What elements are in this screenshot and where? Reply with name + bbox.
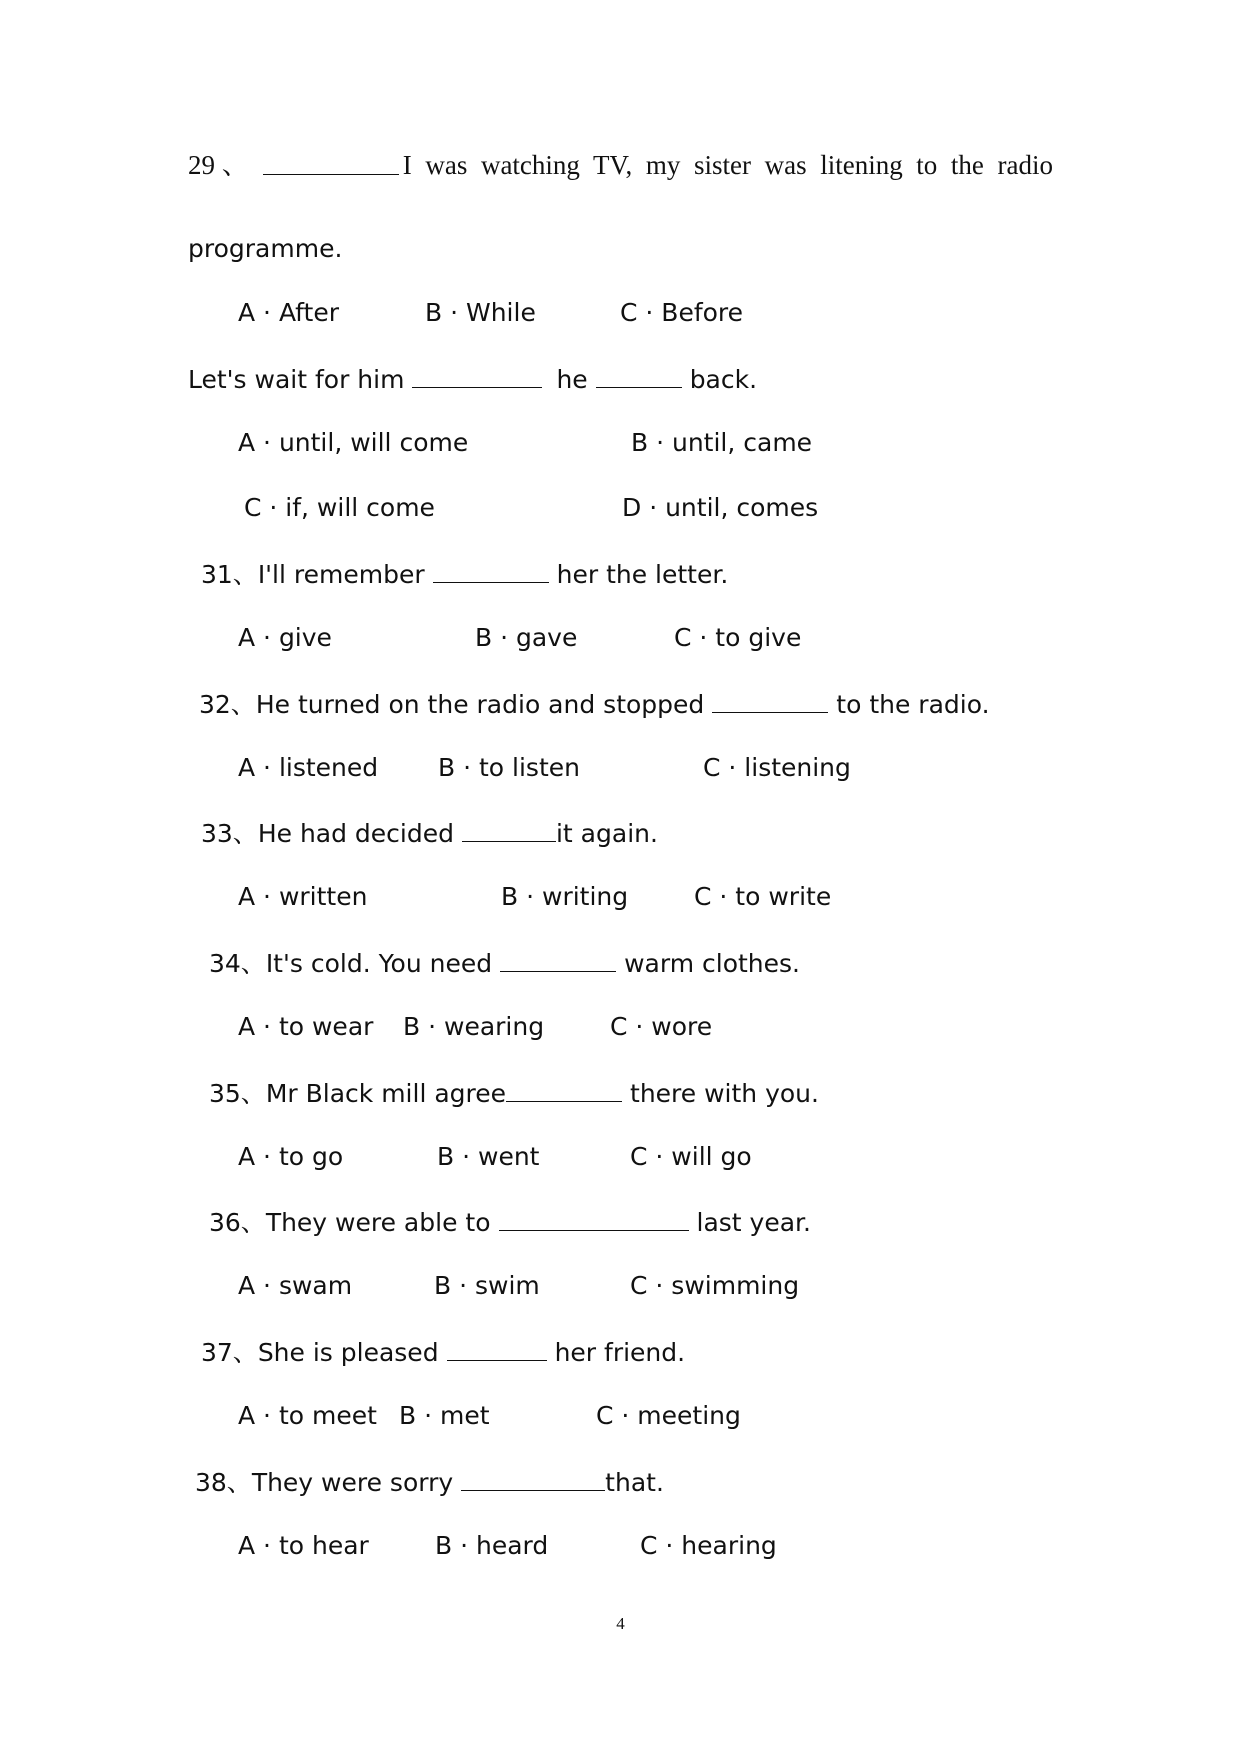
question-text: to the radio. bbox=[836, 690, 990, 719]
answer-blank bbox=[500, 945, 616, 972]
option-c: C · if, will come bbox=[244, 493, 435, 522]
question-30 bbox=[188, 361, 757, 397]
option-b: B · until, came bbox=[631, 428, 813, 457]
option-a: A · written bbox=[238, 882, 368, 911]
option-b: B · met bbox=[399, 1401, 490, 1430]
option-a: A · until, will come bbox=[238, 428, 469, 457]
option-c: C · listening bbox=[703, 753, 851, 782]
question-number: 32、 bbox=[199, 690, 256, 719]
option-a: A · to hear bbox=[238, 1531, 369, 1560]
question-number: 33、 bbox=[201, 819, 258, 848]
answer-blank bbox=[447, 1334, 547, 1361]
question-text: Let's wait for him bbox=[188, 365, 405, 394]
option-a: A · to wear bbox=[238, 1012, 374, 1041]
question-text: They were sorry bbox=[251, 1468, 454, 1497]
option-a: A · swam bbox=[238, 1271, 353, 1300]
question-text: her the letter. bbox=[556, 560, 729, 589]
question-text: Mr Black mill agree bbox=[265, 1079, 507, 1108]
question-36 bbox=[209, 1204, 811, 1240]
question-text: it again. bbox=[555, 819, 658, 848]
option-a: A · After bbox=[238, 298, 339, 327]
question-38 bbox=[195, 1464, 664, 1500]
question-29 bbox=[188, 148, 1053, 182]
option-c: C · will go bbox=[630, 1142, 752, 1171]
option-c: C · wore bbox=[610, 1012, 713, 1041]
question-text: there with you. bbox=[630, 1079, 819, 1108]
option-b: B · swim bbox=[434, 1271, 540, 1300]
option-c: C · meeting bbox=[596, 1401, 741, 1430]
question-text: They were able to bbox=[265, 1208, 491, 1237]
question-number: 34、 bbox=[209, 949, 266, 978]
answer-blank bbox=[712, 686, 828, 713]
answer-blank bbox=[433, 556, 549, 583]
option-b: B · went bbox=[437, 1142, 540, 1171]
question-31 bbox=[201, 556, 728, 592]
option-b: B · to listen bbox=[438, 753, 580, 782]
question-text: I was watching TV, my sister was litening to the radio bbox=[402, 150, 1053, 180]
option-b: B · heard bbox=[435, 1531, 549, 1560]
option-c: C · Before bbox=[620, 298, 744, 327]
question-text: he bbox=[556, 365, 588, 394]
page-number: 4 bbox=[616, 1614, 625, 1633]
question-text: He turned on the radio and stopped bbox=[255, 690, 705, 719]
option-a: A · listened bbox=[238, 753, 379, 782]
question-number: 36、 bbox=[209, 1208, 266, 1237]
answer-blank bbox=[263, 148, 399, 175]
question-text: her friend. bbox=[554, 1338, 686, 1367]
answer-blank bbox=[461, 1464, 605, 1491]
question-text: I'll remember bbox=[257, 560, 425, 589]
question-text: that. bbox=[605, 1468, 664, 1497]
option-b: B · While bbox=[425, 298, 536, 327]
answer-blank bbox=[596, 361, 682, 388]
question-text: warm clothes. bbox=[624, 949, 801, 978]
option-d: D · until, comes bbox=[622, 493, 819, 522]
option-c: C · hearing bbox=[640, 1531, 777, 1560]
option-a: A · to go bbox=[238, 1142, 344, 1171]
question-33 bbox=[201, 815, 658, 851]
option-c: C · swimming bbox=[630, 1271, 800, 1300]
question-number: 35、 bbox=[209, 1079, 266, 1108]
option-c: C · to give bbox=[674, 623, 802, 652]
question-number: 38、 bbox=[195, 1468, 252, 1497]
option-c: C · to write bbox=[694, 882, 832, 911]
option-b: B · gave bbox=[475, 623, 578, 652]
option-b: B · writing bbox=[501, 882, 629, 911]
question-34 bbox=[209, 945, 800, 981]
question-text: He had decided bbox=[257, 819, 454, 848]
answer-blank bbox=[412, 361, 542, 388]
question-29-continuation: programme. bbox=[188, 234, 343, 263]
question-37 bbox=[201, 1334, 685, 1370]
question-number: 31、 bbox=[201, 560, 258, 589]
question-35 bbox=[209, 1075, 819, 1111]
question-text: It's cold. You need bbox=[265, 949, 493, 978]
option-b: B · wearing bbox=[403, 1012, 545, 1041]
question-32 bbox=[199, 686, 990, 722]
answer-blank bbox=[506, 1075, 622, 1102]
question-number: 29 、 bbox=[188, 150, 249, 180]
answer-blank bbox=[462, 815, 556, 842]
option-a: A · give bbox=[238, 623, 332, 652]
question-text: She is pleased bbox=[257, 1338, 439, 1367]
question-number: 37、 bbox=[201, 1338, 258, 1367]
question-text: last year. bbox=[696, 1208, 811, 1237]
answer-blank bbox=[499, 1204, 689, 1231]
question-text: back. bbox=[689, 365, 758, 394]
option-a: A · to meet bbox=[238, 1401, 377, 1430]
